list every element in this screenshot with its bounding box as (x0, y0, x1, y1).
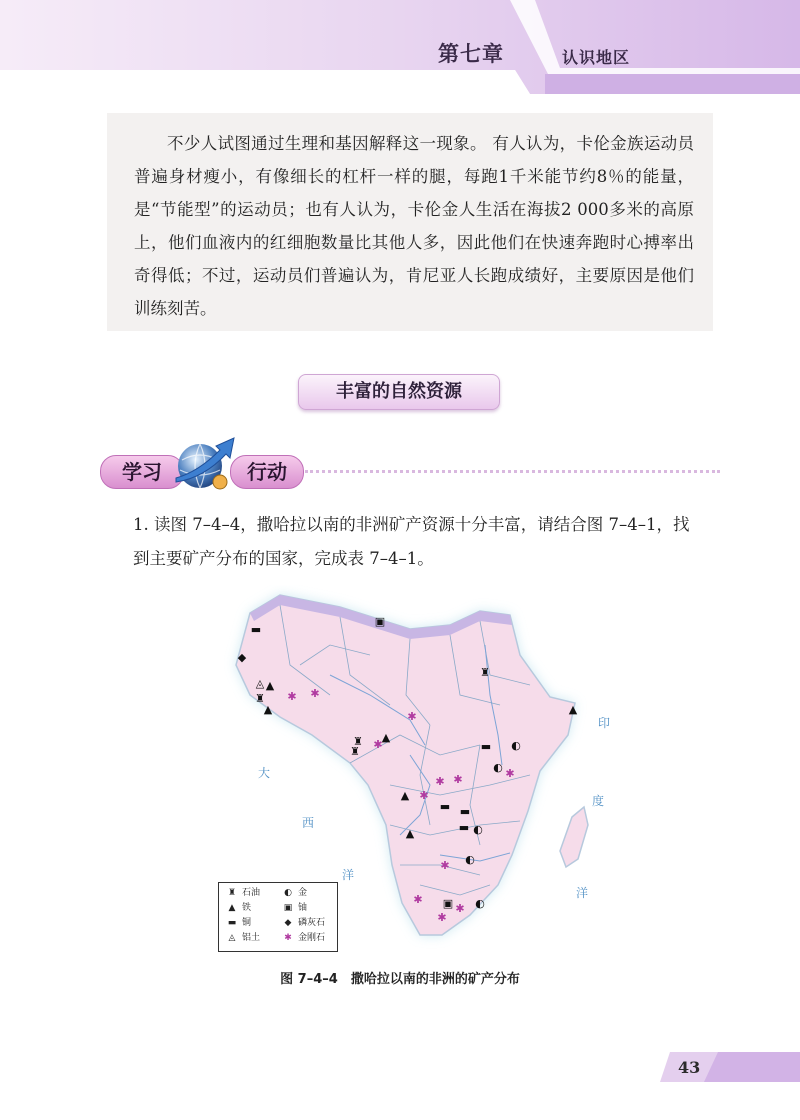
legend-item (225, 916, 251, 930)
legend-item (225, 931, 260, 945)
ocean-label: 印 (598, 716, 611, 730)
diamond-marker: ✱ (455, 902, 465, 915)
activity-label-left: 学习 (100, 455, 184, 489)
diamond-marker: ✱ (287, 690, 297, 703)
gold-marker: ◐ (511, 739, 521, 752)
bauxite-icon: ◬ (228, 933, 236, 943)
copper-marker: ▬ (439, 800, 451, 813)
diamond-icon: ✱ (284, 933, 292, 943)
bauxite-marker: ◬ (255, 677, 265, 690)
copper-marker: ▬ (458, 821, 470, 834)
legend-label: 磷灰石 (298, 918, 326, 928)
ocean-label: 大 (258, 766, 271, 780)
diamond-marker: ✱ (437, 911, 447, 924)
uranium-marker: ▣ (442, 897, 454, 910)
legend-label: 铝土 (242, 933, 261, 943)
iron-marker: ▲ (263, 703, 273, 716)
apatite-icon: ◆ (284, 918, 292, 928)
ocean-label: 西 (302, 816, 315, 830)
legend-item (225, 886, 260, 900)
reading-paragraph: 不少人试图通过生理和基因解释这一现象。 有人认为，卡伦金族运动员普遍身材瘦小，有像细长的杠杆一样的腿，每跑1千米能节约8％的能量，是“节能型”的运动员；也有人认为，卡伦金人生活在海拔2 000多米的高原上，他们血液内的红细胞数量比其他人多，因此他们在快速奔跑时心搏率出奇得低；不过，运动员们普遍认为，肯尼亚人长跑成绩好，主要原因是他们训练刻苦。 (134, 134, 694, 318)
gold-marker: ◐ (493, 761, 503, 774)
figure-caption: 图 7–4–4 撒哈拉以南的非洲的矿产分布 (280, 972, 520, 987)
diamond-marker: ✱ (373, 738, 383, 751)
legend-label: 铜 (242, 918, 252, 928)
legend-label: 金 (298, 888, 308, 898)
copper-marker: ▬ (480, 740, 492, 753)
legend-label: 铁 (242, 903, 252, 913)
diamond-marker: ✱ (413, 893, 423, 906)
oil-marker: ♜ (480, 666, 490, 679)
legend-label: 金刚石 (298, 933, 326, 943)
iron-marker: ▲ (405, 827, 415, 840)
gold-icon: ◐ (284, 888, 292, 898)
chapter-title: 认识地区 (562, 48, 631, 67)
oil-marker: ♜ (350, 745, 360, 758)
legend-item (281, 916, 325, 930)
diamond-marker: ✱ (310, 687, 320, 700)
oil-marker: ♜ (353, 735, 363, 748)
legend-label: 铀 (298, 903, 308, 913)
header-band (0, 0, 800, 100)
legend-item (281, 931, 325, 945)
legend-item (281, 901, 307, 915)
iron-marker: ▲ (568, 703, 578, 716)
madagascar-land (560, 807, 588, 867)
question-1: 1. 读图 7–4–4，撒哈拉以南的非洲矿产资源十分丰富，请结合图 7–4–1，找到主要矿产分布的国家，完成表 7–4–1。 (133, 515, 690, 568)
copper-marker: ▬ (459, 805, 471, 818)
diamond-marker: ✱ (505, 767, 515, 780)
gold-marker: ◐ (465, 853, 475, 866)
section-title: 丰富的自然资源 (298, 374, 500, 410)
copper-marker: ▬ (250, 623, 262, 636)
diamond-marker: ✱ (453, 773, 463, 786)
reading-box (107, 113, 713, 331)
apatite-marker: ◆ (237, 651, 247, 664)
diamond-marker: ✱ (440, 859, 450, 872)
legend-label: 石油 (242, 888, 261, 898)
oil-icon: ♜ (227, 888, 237, 898)
legend-item (281, 886, 307, 900)
copper-icon: ▬ (227, 918, 237, 928)
iron-marker: ▲ (265, 679, 275, 692)
uranium-marker: ▣ (374, 615, 386, 628)
diamond-marker: ✱ (419, 789, 429, 802)
legend-item (225, 901, 251, 915)
page-number: 43 (678, 1058, 701, 1077)
chapter-number: 第七章 (438, 42, 504, 66)
diamond-marker: ✱ (435, 775, 445, 788)
ocean-label: 度 (592, 794, 605, 808)
iron-marker: ▲ (400, 789, 410, 802)
oil-marker: ♜ (255, 692, 265, 705)
gold-marker: ◐ (475, 897, 485, 910)
ocean-label: 洋 (576, 886, 589, 900)
ocean-label: 洋 (342, 868, 355, 882)
iron-icon: ▲ (228, 903, 236, 913)
uranium-icon: ▣ (283, 903, 293, 913)
diamond-marker: ✱ (407, 710, 417, 723)
dotted-divider (305, 470, 720, 473)
iron-marker: ▲ (381, 731, 391, 744)
activity-badge (100, 420, 720, 505)
activity-label-right: 行动 (230, 455, 304, 489)
map-legend (218, 882, 338, 952)
gold-marker: ◐ (473, 823, 483, 836)
page-header (0, 0, 800, 100)
